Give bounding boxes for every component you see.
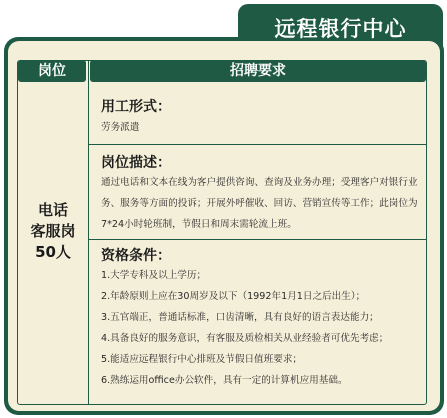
header-requirements: 招聘要求 [90, 60, 426, 82]
section-divider [89, 144, 427, 145]
employment-value: 劳务派遣 [101, 122, 140, 133]
post-name-line1: 电话 [37, 201, 68, 219]
list-item: 4.具备良好的服务意识，有客服及质检相关从业经验者可优先考虑； [101, 333, 389, 344]
list-item: 5.能适应远程银行中心排班及节假日值班要求； [101, 354, 303, 365]
list-item: 3.五官端正，普通话标准，口齿清晰，具有良好的语言表达能力； [101, 312, 379, 323]
description-text: 通过电话和文本在线为客户提供咨询、查询及业务办理；受理客户对银行业务、服务等方面的投诉；开展外呼催收、回访、营销宣传等工作；此岗位为7*24小时轮班制，节假日和周末需轮流上班。 [101, 177, 418, 230]
post-name-line2: 客服岗 [30, 222, 76, 240]
header-position: 岗位 [18, 60, 86, 82]
list-item: 2.年龄原则上应在30周岁及以下（1992年1月1日之后出生）； [101, 291, 366, 302]
qualifications-title: 资格条件： [101, 248, 171, 264]
description-title: 岗位描述： [101, 155, 171, 171]
qualifications-list [101, 265, 423, 391]
list-item: 1.大学专科及以上学历； [101, 270, 207, 281]
post-count: 50人 [35, 243, 71, 261]
employment-title: 用工形式： [101, 99, 171, 115]
section-divider [89, 239, 427, 240]
column-divider [88, 60, 89, 405]
page-title: 远程银行中心 [274, 17, 407, 41]
list-item: 6.熟练运用office办公软件，具有一定的计算机应用基础。 [101, 375, 348, 386]
post-cell [18, 200, 88, 263]
